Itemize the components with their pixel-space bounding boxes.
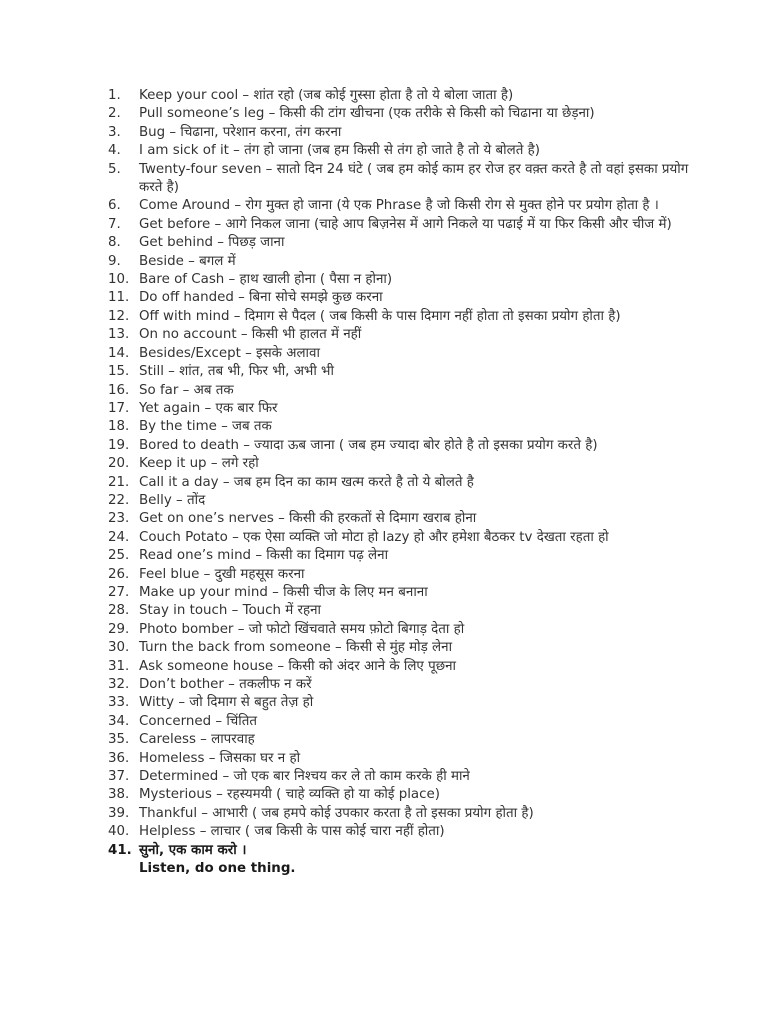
list-item (108, 105, 693, 123)
list-item (108, 750, 693, 768)
list-item-phrase: Call it a day – जब हम दिन का काम खत्म करते है तो ये बोलते है (139, 474, 474, 490)
list-item (108, 197, 693, 215)
list-item (108, 345, 693, 363)
list-item-phrase: Read one’s mind – किसी का दिमाग पढ़ लेना (139, 548, 389, 564)
list-item-number: 1. (108, 88, 121, 103)
list-item (108, 584, 693, 602)
list-item-number: 9. (108, 253, 121, 269)
list-item-text (139, 621, 693, 639)
list-item-phrase: Twenty-four seven – सातो दिन 24 घंटे ( जब हम कोई काम हर रोज हर वक़्त करते है तो वहां इसका प्रयोग करते है) (139, 161, 689, 196)
list-item-phrase: Ask someone house – किसी को अंदर आने के लिए पूछना (139, 658, 456, 674)
list-item-number: 13. (108, 327, 130, 343)
list-item-translation: Listen, do one thing. (139, 861, 296, 877)
list-item-phrase: सुनो, एक काम करो । (139, 842, 247, 858)
list-item (108, 602, 693, 620)
list-item (108, 142, 693, 160)
list-item-text (139, 805, 693, 823)
list-item (108, 658, 693, 676)
list-item-number: 35. (108, 732, 130, 748)
list-item-text (139, 639, 693, 657)
list-item-phrase: On no account – किसी भी हालत में नहीं (139, 327, 362, 343)
list-item-phrase: Besides/Except – इसके अलावा (139, 345, 320, 361)
list-item-text (139, 105, 693, 123)
list-item (108, 676, 693, 694)
list-item-text (139, 474, 693, 492)
list-item-text (139, 750, 693, 768)
list-item-text (139, 345, 693, 363)
list-item (108, 713, 693, 731)
list-item-text (139, 197, 693, 215)
list-item-number: 32. (108, 677, 130, 692)
list-item-phrase: Pull someone’s leg – किसी की टांग खीचना (एक तरीके से किसी को चिढाना या छेड़ना) (139, 106, 595, 122)
list-item-number: 17. (108, 400, 130, 416)
list-item-phrase: Feel blue – दुखी महसूस करना (139, 566, 305, 582)
list-item (108, 455, 693, 473)
list-item-number: 30. (108, 640, 130, 656)
list-item-text (139, 253, 693, 271)
list-item (108, 566, 693, 584)
list-item-phrase: Turn the back from someone – किसी से मुंह मोड़ लेना (139, 640, 453, 656)
list-item-number: 24. (108, 529, 130, 545)
list-item-text (139, 658, 693, 676)
list-item-phrase: So far – अब तक (139, 382, 234, 398)
list-item-text (139, 289, 693, 307)
list-item-text (139, 363, 693, 381)
list-item-number: 34. (108, 713, 130, 729)
list-item-text (139, 584, 693, 602)
list-item-text (139, 437, 693, 455)
list-item-text (139, 418, 693, 436)
list-item-number: 3. (108, 124, 121, 140)
list-item (108, 621, 693, 639)
list-item (108, 124, 693, 142)
list-item-phrase: Beside – बगल में (139, 253, 236, 269)
list-item (108, 87, 693, 105)
list-item (108, 161, 693, 198)
list-item-phrase: Couch Potato – एक ऐसा व्यक्ति जो मोटा हो lazy हो और हमेशा बैठकर tv देखता रहता हो (139, 529, 609, 545)
list-item (108, 547, 693, 565)
list-item-number: 25. (108, 548, 130, 564)
list-item (108, 529, 693, 547)
list-item-text (139, 529, 693, 547)
list-item-phrase: Get before – आगे निकल जाना (चाहे आप बिज़नेस में आगे निकले या पढाई में या फिर किसी और चीज में) (139, 216, 672, 232)
list-item-phrase: Bug – चिढाना, परेशान करना, तंग करना (139, 124, 342, 140)
list-item-phrase: Concerned – चिंतित (139, 713, 258, 729)
list-item-number: 22. (108, 492, 130, 508)
list-item-number: 31. (108, 658, 130, 674)
list-item-text (139, 124, 693, 142)
list-item-number: 16. (108, 382, 130, 398)
list-item-number: 41. (108, 842, 132, 858)
phrase-list (108, 87, 693, 878)
list-item-text (139, 510, 693, 528)
list-item (108, 253, 693, 271)
list-item-phrase: Bare of Cash – हाथ खाली होना ( पैसा न होना) (139, 272, 393, 288)
list-item-number: 4. (108, 143, 121, 159)
list-item-number: 23. (108, 511, 130, 527)
list-item (108, 216, 693, 234)
list-item (108, 234, 693, 252)
list-item-text (139, 768, 693, 786)
list-item-number: 2. (108, 106, 121, 122)
list-item-phrase: By the time – जब तक (139, 419, 272, 435)
list-item-phrase: Mysterious – रहस्यमयी ( चाहे व्यक्ति हो या कोई place) (139, 787, 440, 803)
list-item-text (139, 842, 693, 879)
list-item-phrase: Get behind – पिछड़ जाना (139, 235, 285, 251)
list-item-phrase: Thankful – आभारी ( जब हमपे कोई उपकार करता है तो इसका प्रयोग होता है) (139, 805, 534, 821)
list-item (108, 326, 693, 344)
list-item-phrase: Careless – लापरवाह (139, 732, 255, 748)
list-item (108, 382, 693, 400)
list-item (108, 694, 693, 712)
list-item-number: 21. (108, 474, 130, 490)
list-item-phrase: Do off handed – बिना सोचे समझे कुछ करना (139, 290, 383, 306)
list-item (108, 805, 693, 823)
list-item-number: 8. (108, 235, 121, 251)
list-item-number: 40. (108, 824, 130, 840)
list-item-text (139, 492, 693, 510)
list-item-number: 19. (108, 437, 130, 453)
list-item-text (139, 731, 693, 749)
list-item-text (139, 400, 693, 418)
list-item-text (139, 455, 693, 473)
list-item-text (139, 566, 693, 584)
list-item-number: 12. (108, 308, 130, 324)
list-item-text (139, 87, 693, 105)
list-item-number: 27. (108, 584, 130, 600)
list-item-number: 18. (108, 419, 130, 435)
list-item-phrase: Photo bomber – जो फोटो खिंचवाते समय फ़ोटो बिगाड़ देता हो (139, 621, 465, 637)
list-item-number: 26. (108, 566, 130, 582)
list-item-text (139, 786, 693, 804)
list-item-phrase: Off with mind – दिमाग से पैदल ( जब किसी के पास दिमाग नहीं होता तो इसका प्रयोग होता है) (139, 308, 621, 324)
list-item (108, 823, 693, 841)
list-item (108, 842, 693, 879)
list-item-phrase: Stay in touch – Touch में रहना (139, 603, 322, 619)
list-item-text (139, 382, 693, 400)
list-item-number: 39. (108, 805, 130, 821)
list-item-phrase: Keep it up – लगे रहो (139, 456, 259, 472)
list-item-phrase: Get on one’s nerves – किसी की हरकतों से दिमाग खराब होना (139, 511, 477, 527)
list-item-text (139, 308, 693, 326)
list-item-number: 29. (108, 621, 130, 637)
list-item-phrase: I am sick of it – तंग हो जाना (जब हम किसी से तंग हो जाते है तो ये बोलते है) (139, 143, 540, 159)
list-item-text (139, 161, 693, 198)
list-item (108, 492, 693, 510)
list-item (108, 363, 693, 381)
list-item (108, 400, 693, 418)
list-item-text (139, 713, 693, 731)
list-item-number: 38. (108, 787, 130, 803)
list-item-text (139, 326, 693, 344)
list-item-text (139, 234, 693, 252)
list-item-number: 28. (108, 603, 130, 619)
list-item-phrase: Don’t bother – तकलीफ न करें (139, 677, 312, 692)
list-item-text (139, 676, 693, 694)
list-item-number: 7. (108, 216, 121, 232)
list-item-phrase: Come Around – रोग मुक्त हो जाना (ये एक Phrase है जो किसी रोग से मुक्त होने पर प्रयोग होता है । (139, 198, 659, 214)
list-item-phrase: Determined – जो एक बार निश्चय कर ले तो काम करके ही माने (139, 769, 470, 785)
list-item-number: 6. (108, 198, 121, 214)
list-item (108, 731, 693, 749)
list-item-phrase: Belly – तोंद (139, 492, 206, 508)
list-item (108, 271, 693, 289)
list-item-text (139, 142, 693, 160)
list-item-number: 5. (108, 161, 121, 177)
list-item-number: 33. (108, 695, 130, 711)
list-item-phrase: Witty – जो दिमाग से बहुत तेज़ हो (139, 695, 314, 711)
list-item-number: 11. (108, 290, 130, 306)
list-item (108, 768, 693, 786)
list-item-number: 20. (108, 456, 130, 472)
list-item-phrase: Keep your cool – शांत रहो (जब कोई गुस्सा होता है तो ये बोला जाता है) (139, 88, 514, 103)
list-item-number: 10. (108, 272, 130, 288)
list-item-text (139, 602, 693, 620)
list-item (108, 474, 693, 492)
list-item-number: 37. (108, 769, 130, 785)
list-item (108, 639, 693, 657)
list-item-text (139, 216, 693, 234)
list-item-text (139, 271, 693, 289)
list-item (108, 289, 693, 307)
list-item-phrase: Helpless – लाचार ( जब किसी के पास कोई चारा नहीं होता) (139, 824, 445, 840)
list-item (108, 437, 693, 455)
list-item-number: 36. (108, 750, 130, 766)
list-item-phrase: Make up your mind – किसी चीज के लिए मन बनाना (139, 584, 428, 600)
list-item-number: 15. (108, 364, 130, 380)
list-item (108, 786, 693, 804)
list-item-phrase: Still – शांत, तब भी, फिर भी, अभी भी (139, 364, 334, 380)
list-item-text (139, 694, 693, 712)
list-item-phrase: Yet again – एक बार फिर (139, 400, 278, 416)
list-item (108, 308, 693, 326)
list-item-phrase: Bored to death – ज्यादा ऊब जाना ( जब हम ज्यादा बोर होते है तो इसका प्रयोग करते है) (139, 437, 598, 453)
list-item-text (139, 547, 693, 565)
list-item-number: 14. (108, 345, 130, 361)
list-item (108, 418, 693, 436)
list-item (108, 510, 693, 528)
list-item-text (139, 823, 693, 841)
list-item-phrase: Homeless – जिसका घर न हो (139, 750, 301, 766)
